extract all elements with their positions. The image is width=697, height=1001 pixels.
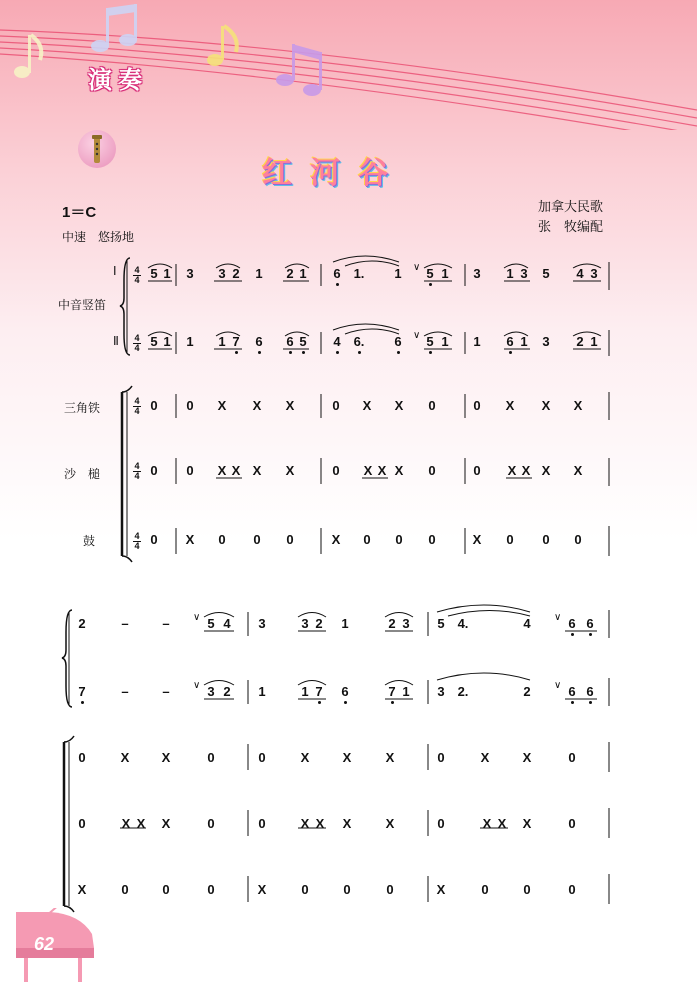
beat: X — [521, 463, 531, 478]
note: 4. — [457, 616, 469, 631]
beat: 0 — [523, 882, 531, 897]
beat: 0 — [162, 882, 170, 897]
time-signature: 4 4 — [134, 531, 140, 551]
beat: 0 — [473, 463, 481, 478]
page-number: 62 — [34, 934, 55, 954]
breath-mark: ∨ — [554, 612, 562, 623]
time-signature: 4 4 — [134, 333, 140, 353]
note: 3 — [258, 616, 266, 631]
note: 5 — [437, 616, 445, 631]
beat: 0 — [568, 882, 576, 897]
note: 7 — [229, 334, 243, 349]
note: 1 — [299, 266, 307, 281]
beat: 0 — [428, 532, 436, 547]
beat: 0 — [395, 532, 403, 547]
beat: X — [231, 463, 241, 478]
note: 1 — [301, 684, 309, 699]
key-signature: 1＝C — [62, 204, 97, 221]
note: 1 — [590, 334, 598, 349]
note: – — [162, 684, 170, 699]
note: 2 — [223, 684, 231, 699]
beat: 0 — [363, 532, 371, 547]
note: 1 — [218, 334, 226, 349]
note: 6 — [583, 616, 597, 631]
beat: X — [573, 463, 583, 478]
note: 3 — [207, 684, 215, 699]
note: 1 — [341, 616, 349, 631]
beat: 0 — [258, 750, 266, 765]
beat: X — [394, 398, 404, 413]
note: 3 — [520, 266, 528, 281]
beat: X — [377, 463, 387, 478]
note: 2 — [232, 266, 240, 281]
note: 3 — [542, 334, 550, 349]
note: 5 — [423, 266, 437, 281]
beat: 0 — [150, 532, 158, 547]
note: 2 — [388, 616, 396, 631]
beat: X — [217, 398, 227, 413]
beat: X — [522, 816, 532, 831]
beat: X — [482, 816, 492, 831]
note: 3 — [402, 616, 410, 631]
note: 5 — [150, 334, 158, 349]
note: 2 — [315, 616, 323, 631]
note: 6 — [583, 684, 597, 699]
note: 4 — [523, 616, 531, 631]
note: 7 — [312, 684, 326, 699]
note: 5 — [207, 616, 215, 631]
note: 1 — [520, 334, 528, 349]
beat: X — [161, 816, 171, 831]
note: 6 — [338, 684, 352, 699]
note: 2 — [78, 616, 86, 631]
beat: 0 — [574, 532, 582, 547]
note: 5 — [296, 334, 310, 349]
note: 7 — [75, 684, 89, 699]
beat: X — [541, 398, 551, 413]
voice-1-label: Ⅰ — [113, 264, 117, 278]
time-signature: 4 4 — [134, 396, 140, 416]
beat: X — [385, 816, 395, 831]
beat: X — [541, 463, 551, 478]
note: 6 — [565, 616, 579, 631]
beat: X — [285, 463, 295, 478]
beat: X — [362, 398, 372, 413]
beat: 0 — [207, 882, 215, 897]
beat: X — [505, 398, 515, 413]
beat: 0 — [332, 398, 340, 413]
beat: X — [342, 816, 352, 831]
beat: X — [331, 532, 341, 547]
beat: 0 — [506, 532, 514, 547]
beat: 0 — [207, 816, 215, 831]
beat: X — [573, 398, 583, 413]
beat: 0 — [437, 816, 445, 831]
note: 5 — [542, 266, 550, 281]
beat: X — [252, 398, 262, 413]
beat: 0 — [568, 816, 576, 831]
note: – — [162, 616, 170, 631]
note: – — [121, 684, 129, 699]
beat: X — [161, 750, 171, 765]
note: 1 — [402, 684, 410, 699]
beat: 0 — [542, 532, 550, 547]
beat: X — [472, 532, 482, 547]
beat: X — [363, 463, 373, 478]
note: 3 — [186, 266, 194, 281]
note: 1 — [441, 266, 449, 281]
beat: 0 — [150, 463, 158, 478]
beat: 0 — [481, 882, 489, 897]
voice-2-label: Ⅱ — [113, 334, 119, 348]
note: 3 — [473, 266, 481, 281]
beat: X — [257, 882, 267, 897]
note: 6 — [503, 334, 517, 349]
section-label: 演奏 — [88, 67, 148, 94]
beat: X — [480, 750, 490, 765]
beat: X — [252, 463, 262, 478]
beat: 0 — [473, 398, 481, 413]
instrument-maracas: 沙 槌 — [64, 467, 101, 481]
beat: 0 — [343, 882, 351, 897]
beat: 0 — [258, 816, 266, 831]
note: 2 — [286, 266, 294, 281]
note: 6 — [391, 334, 405, 349]
note: 6 — [252, 334, 266, 349]
beat: X — [120, 750, 130, 765]
breath-mark: ∨ — [413, 330, 421, 341]
note: 3 — [218, 266, 226, 281]
note: 3 — [301, 616, 309, 631]
beat: X — [77, 882, 87, 897]
note: 1 — [394, 266, 402, 281]
note: 3 — [590, 266, 598, 281]
beat: X — [436, 882, 446, 897]
time-signature: 4 4 — [134, 265, 140, 285]
note: 4 — [223, 616, 231, 631]
breath-mark: ∨ — [413, 262, 421, 273]
instrument-triangle: 三角铁 — [64, 401, 101, 415]
beat: 0 — [78, 816, 86, 831]
arranger: 张 牧编配 — [538, 219, 604, 234]
note: 6. — [349, 334, 369, 349]
beat: X — [136, 816, 146, 831]
beat: X — [300, 816, 310, 831]
beat: 0 — [186, 398, 194, 413]
note: 3 — [437, 684, 445, 699]
instrument-drum: 鼓 — [83, 534, 96, 548]
beat: X — [315, 816, 325, 831]
beat: 0 — [301, 882, 309, 897]
beat: 0 — [121, 882, 129, 897]
breath-mark: ∨ — [193, 680, 201, 691]
beat: 0 — [218, 532, 226, 547]
beat: 0 — [286, 532, 294, 547]
note: 1. — [353, 266, 365, 281]
beat: X — [522, 750, 532, 765]
note: 6 — [330, 266, 344, 281]
note: 1 — [163, 334, 171, 349]
note: 2 — [523, 684, 531, 699]
beat: X — [300, 750, 310, 765]
note: 1 — [441, 334, 449, 349]
beat: X — [342, 750, 352, 765]
instrument-recorder: 中音竖笛 — [58, 298, 107, 312]
note: 1 — [163, 266, 171, 281]
tempo-marking: 中速 悠扬地 — [62, 230, 135, 244]
note: 4 — [576, 266, 584, 281]
note: 2. — [457, 684, 469, 699]
note: 4 — [330, 334, 344, 349]
note: 5 — [423, 334, 437, 349]
beat: X — [285, 398, 295, 413]
breath-mark: ∨ — [193, 612, 201, 623]
beat: X — [507, 463, 517, 478]
beat: 0 — [437, 750, 445, 765]
beat: 0 — [332, 463, 340, 478]
beat: X — [121, 816, 131, 831]
note: 6 — [283, 334, 297, 349]
note: 5 — [150, 266, 158, 281]
composer: 加拿大民歌 — [538, 199, 604, 214]
breath-mark: ∨ — [554, 680, 562, 691]
note: 6 — [565, 684, 579, 699]
note: – — [121, 616, 129, 631]
beat: X — [385, 750, 395, 765]
piano-icon — [10, 908, 100, 988]
note: 1 — [186, 334, 194, 349]
beat: 0 — [186, 463, 194, 478]
note: 7 — [385, 684, 399, 699]
beat: 0 — [568, 750, 576, 765]
beat: 0 — [386, 882, 394, 897]
note: 1 — [258, 684, 266, 699]
beat: X — [497, 816, 507, 831]
beat: 0 — [207, 750, 215, 765]
note: 1 — [506, 266, 514, 281]
page-title: 红河谷 — [262, 157, 406, 190]
beat: 0 — [253, 532, 261, 547]
note: 1 — [255, 266, 263, 281]
note: 1 — [473, 334, 481, 349]
beat: 0 — [428, 463, 436, 478]
beat: X — [217, 463, 227, 478]
beat: 0 — [428, 398, 436, 413]
beat: X — [185, 532, 195, 547]
beat: 0 — [78, 750, 86, 765]
beat: X — [394, 463, 404, 478]
note: 2 — [576, 334, 584, 349]
time-signature: 4 4 — [134, 461, 140, 481]
beat: 0 — [150, 398, 158, 413]
